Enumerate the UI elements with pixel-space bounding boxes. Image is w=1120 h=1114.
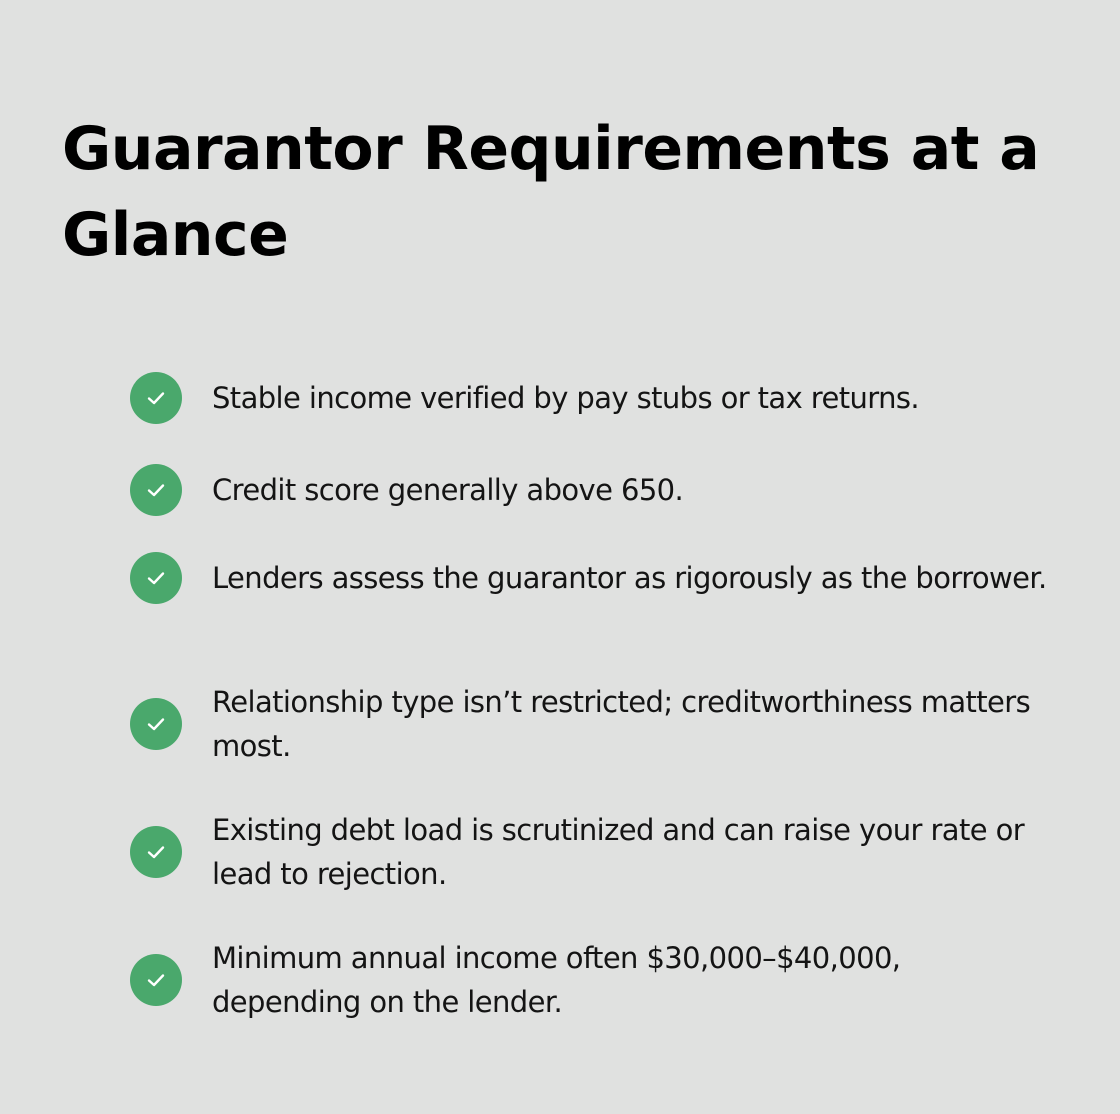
list-item (130, 464, 1090, 516)
check-circle-icon (130, 698, 182, 750)
check-circle-icon (130, 826, 182, 878)
list-item (130, 552, 1090, 604)
check-circle-icon (130, 552, 182, 604)
list-item-text: Minimum annual income often $30,000–$40,000, depending on the lender. (212, 941, 901, 1019)
page-title: Guarantor Requirements at a Glance (62, 114, 1040, 270)
list-item (130, 808, 1090, 896)
check-circle-icon (130, 464, 182, 516)
list-item-text: Relationship type isn’t restricted; creditworthiness matters most. (212, 685, 1031, 763)
list-item-text: Lenders assess the guarantor as rigorously as the borrower. (212, 561, 1047, 595)
list-item-text: Credit score generally above 650. (212, 473, 684, 507)
check-circle-icon (130, 372, 182, 424)
list-item-text: Existing debt load is scrutinized and can raise your rate or lead to rejection. (212, 813, 1025, 891)
list-item (130, 372, 1090, 424)
list-item-text: Stable income verified by pay stubs or tax returns. (212, 381, 919, 415)
list-item (130, 680, 1090, 768)
check-circle-icon (130, 954, 182, 1006)
list-item (130, 936, 1090, 1024)
